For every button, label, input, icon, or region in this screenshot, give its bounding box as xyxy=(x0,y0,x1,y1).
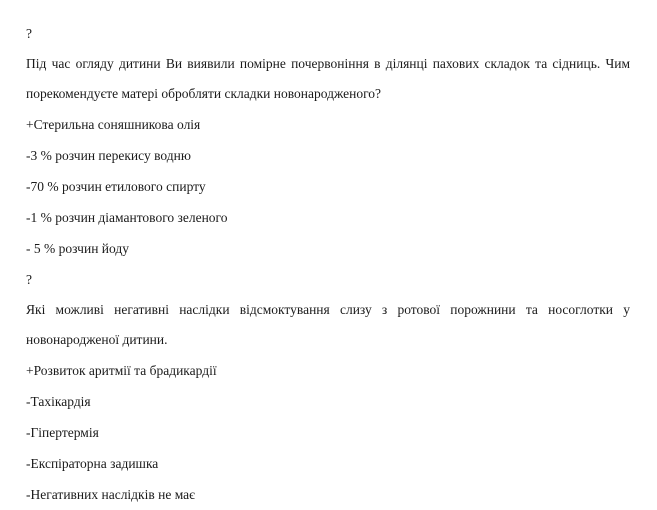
question-block xyxy=(26,264,631,510)
answer-option: - 5 % розчин йоду xyxy=(26,241,129,256)
question-stem: Які можливі негативні наслідки відсмоктування слизу з ротової порожнини та носоглотки у новонародженої дитини. xyxy=(26,302,630,347)
answer-option: -Тахікардія xyxy=(26,394,91,409)
question-block xyxy=(26,18,631,264)
question-marker: ? xyxy=(26,272,32,287)
question-marker: ? xyxy=(26,26,32,41)
answer-option: -70 % розчин етилового спирту xyxy=(26,179,206,194)
answer-option: -Гіпертермія xyxy=(26,425,99,440)
answer-option: +Стерильна соняшникова олія xyxy=(26,117,201,132)
answer-option: -Негативних наслідків не має xyxy=(26,487,195,502)
answer-option: -3 % розчин перекису водню xyxy=(26,148,191,163)
answer-option: +Розвиток аритмії та брадикардії xyxy=(26,363,217,378)
answer-option: -1 % розчин діамантового зеленого xyxy=(26,210,228,225)
answer-option: -Експіраторна задишка xyxy=(26,456,159,471)
question-stem: Під час огляду дитини Ви виявили помірне почервоніння в ділянці пахових складок та сідниць. Чим порекомендуєте матері обробляти складки новонародженого? xyxy=(26,56,630,101)
